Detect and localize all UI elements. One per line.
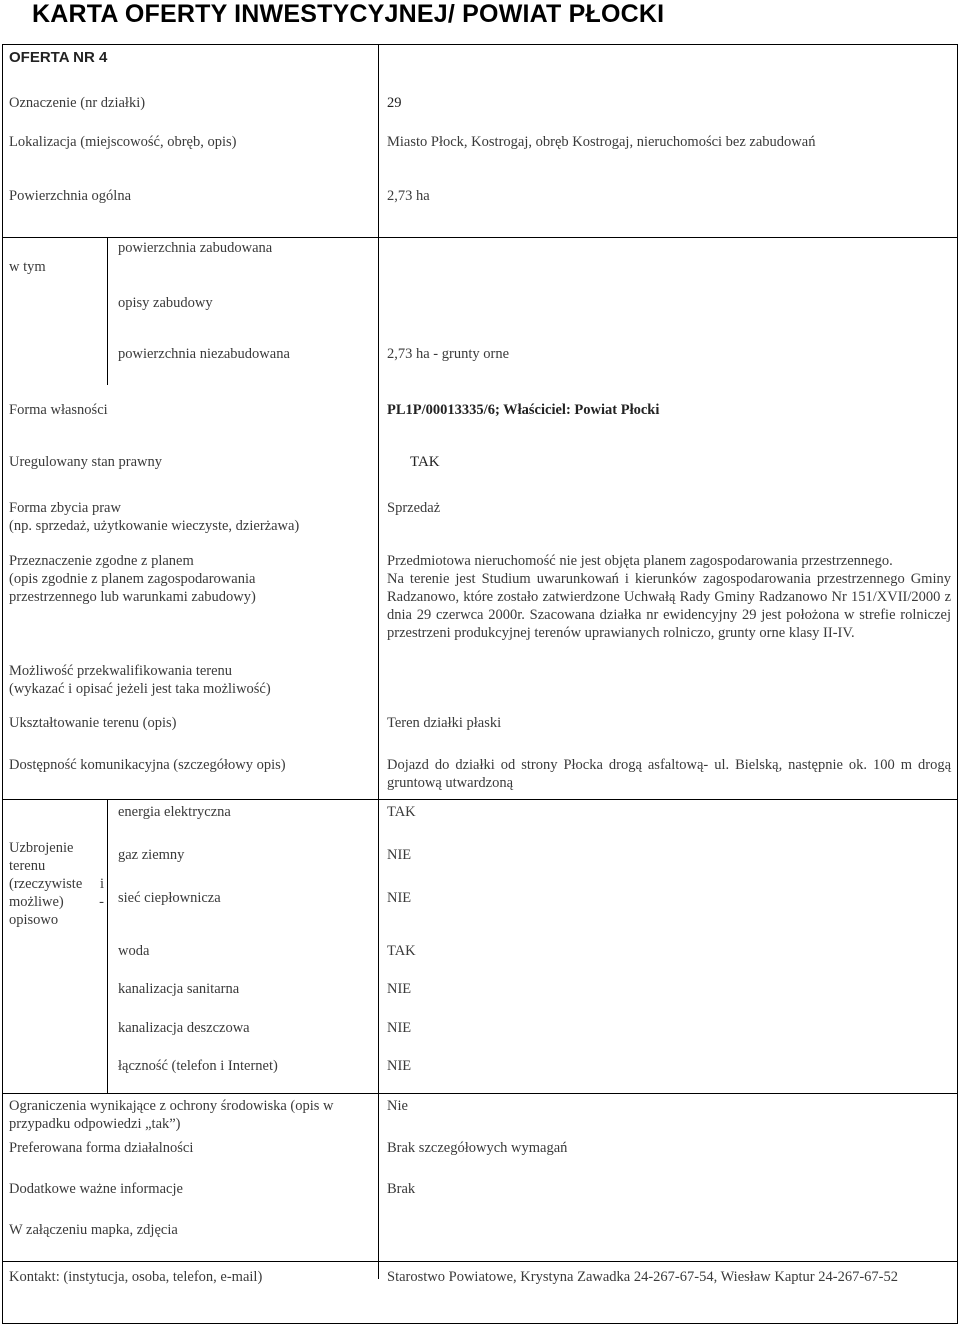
disposal-label-example: (np. sprzedaż, użytkowanie wieczyste, dzierżawa) xyxy=(9,518,300,534)
utility-electricity-label: energia elektryczna xyxy=(118,804,231,820)
activity-label: Preferowana forma działalności xyxy=(9,1140,194,1156)
utility-telecom-label: łączność (telefon i Internet) xyxy=(118,1058,278,1074)
row-separator xyxy=(3,1093,957,1094)
utility-heating-label: sieć ciepłownicza xyxy=(118,890,221,906)
utility-electricity-value: TAK xyxy=(387,804,416,820)
environment-label: Ograniczenia wynikające z ochrony środowiska (opis w przypadku odpowiedzi „tak”) xyxy=(9,1098,334,1132)
location-value: Miasto Płock, Kostrogaj, obręb Kostrogaj, nieruchomości bez zabudowań xyxy=(387,134,816,150)
area-value: 2,73 ha xyxy=(387,188,430,204)
utility-sewage-label: kanalizacja sanitarna xyxy=(118,981,240,997)
purpose-label-note: (opis zgodnie z planem zagospodarowania xyxy=(9,571,256,587)
page-title: KARTA OFERTY INWESTYCYJNEJ/ POWIAT PŁOCKI xyxy=(32,0,665,28)
environment-value: Nie xyxy=(387,1098,408,1114)
purpose-value-study: Na terenie jest Studium uwarunkowań i kierunków zagospodarowania przestrzennego Gminy Radzanowo, które zostało zatwierdzone Uchwałą Rady Gminy Radzanowo Nr 151/XVII/2000 z dnia 29 czerwca 2000r. Szacowana działka nr ewidencyjny 29 jest położona w strefie rolniczej przestrzeni produkcyjnej terenów uprawianych rolniczo, grunty orne klasy II-IV. xyxy=(387,571,951,641)
utility-heating-value: NIE xyxy=(387,890,412,906)
utility-stormwater-label: kanalizacja deszczowa xyxy=(118,1020,250,1036)
legal-status-label: Uregulowany stan prawny xyxy=(9,454,163,470)
purpose-label: Przeznaczenie zgodne z planem xyxy=(9,553,194,569)
building-description-label: opisy zabudowy xyxy=(118,295,213,311)
ownership-value: PL1P/00013335/6; Właściciel: Powiat Płocki xyxy=(387,402,660,418)
built-area-label: powierzchnia zabudowana xyxy=(118,240,273,256)
area-label: Powierzchnia ogólna xyxy=(9,188,132,204)
utility-gas-value: NIE xyxy=(387,847,412,863)
plot-label: Oznaczenie (nr działki) xyxy=(9,95,146,111)
requalification-label: Możliwość przekwalifikowania terenu xyxy=(9,663,233,679)
row-separator xyxy=(3,237,957,238)
purpose-value: Przedmiotowa nieruchomość nie jest objęta planem zagospodarowania przestrzennego. xyxy=(387,553,893,569)
utilities-divider xyxy=(107,799,108,1093)
utility-water-value: TAK xyxy=(387,943,416,959)
unbuilt-area-value: 2,73 ha - grunty orne xyxy=(387,346,510,362)
row-separator xyxy=(3,799,957,800)
utility-water-label: woda xyxy=(118,943,150,959)
extra-info-label: Dodatkowe ważne informacje xyxy=(9,1181,183,1197)
access-label: Dostępność komunikacyjna (szczegółowy opis) xyxy=(9,757,286,773)
disposal-value: Sprzedaż xyxy=(387,500,441,516)
ownership-label: Forma własności xyxy=(9,402,108,418)
utilities-label: Uzbrojenie terenu (rzeczywiste i możliwe) - opisowo xyxy=(9,840,104,928)
terrain-value: Teren działki płaski xyxy=(387,715,502,731)
requalification-label-note: (wykazać i opisać jeżeli jest taka możliwość) xyxy=(9,681,271,697)
legal-status-value: TAK xyxy=(410,454,440,470)
utility-stormwater-value: NIE xyxy=(387,1020,412,1036)
utility-gas-label: gaz ziemny xyxy=(118,847,185,863)
utility-sewage-value: NIE xyxy=(387,981,412,997)
unbuilt-area-label: powierzchnia niezabudowana xyxy=(118,346,290,362)
purpose-label-note-2: przestrzennego lub warunkami zabudowy) xyxy=(9,589,256,605)
disposal-label: Forma zbycia praw xyxy=(9,500,121,516)
terrain-label: Ukształtowanie terenu (opis) xyxy=(9,715,177,731)
extra-info-value: Brak xyxy=(387,1181,416,1197)
including-label: w tym xyxy=(9,259,46,275)
utility-telecom-value: NIE xyxy=(387,1058,412,1074)
offer-number: OFERTA NR 4 xyxy=(9,49,108,66)
contact-label: Kontakt: (instytucja, osoba, telefon, e-mail) xyxy=(9,1269,263,1285)
subgroup-divider xyxy=(107,237,108,385)
attachments-label: W załączeniu mapka, zdjęcia xyxy=(9,1222,178,1238)
plot-value: 29 xyxy=(387,95,402,111)
access-value: Dojazd do działki od strony Płocka drogą asfaltową- ul. Bielską, następnie ok. 100 m drogą gruntową utwardzoną xyxy=(387,757,951,791)
row-separator xyxy=(3,1261,957,1262)
contact-value: Starostwo Powiatowe, Krystyna Zawadka 24-267-67-54, Wiesław Kaptur 24-267-67-52 xyxy=(387,1269,898,1285)
activity-value: Brak szczegółowych wymagań xyxy=(387,1140,568,1156)
location-label: Lokalizacja (miejscowość, obręb, opis) xyxy=(9,134,237,150)
